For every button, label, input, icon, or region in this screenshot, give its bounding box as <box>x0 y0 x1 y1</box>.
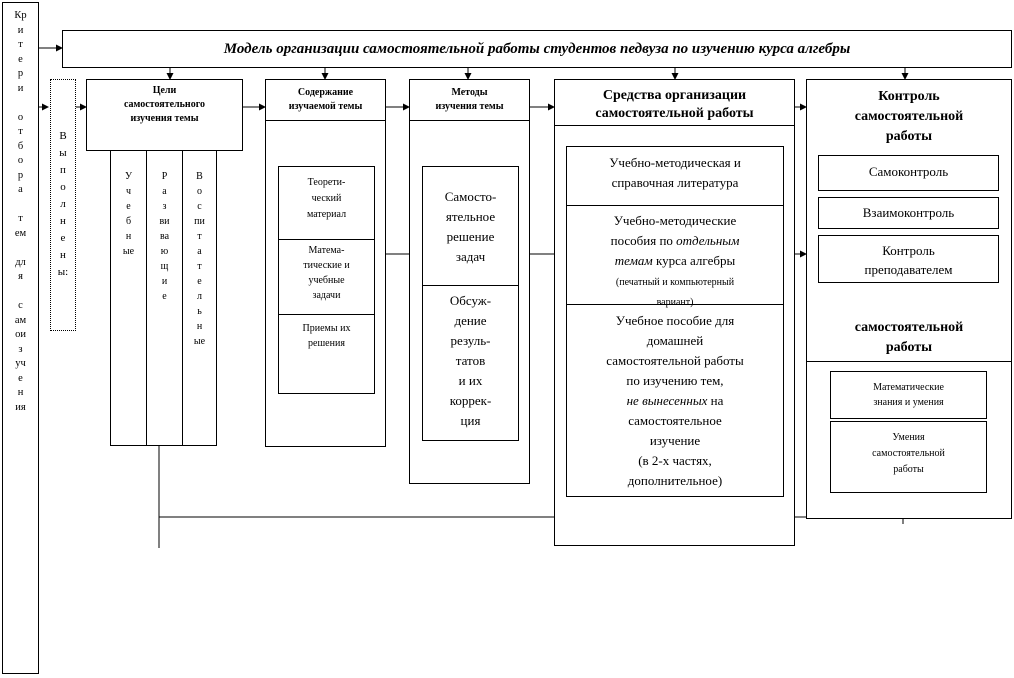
methods-independent-solving: Самосто- ятельное решение задач <box>444 189 497 264</box>
goals-column-educational <box>110 148 147 446</box>
teacher-control-box <box>818 235 999 283</box>
goals-header: Цели самостоятельного изучения темы <box>124 85 205 124</box>
execution-column <box>50 79 76 331</box>
mutual-control-label: Взаимоконтроль <box>862 205 955 220</box>
content-theory: Теорети- ческий материал <box>306 177 347 220</box>
control-header: Контроль самостоятельной работы <box>854 89 964 144</box>
self-control-box <box>818 155 999 191</box>
methods-discussion: Обсуж- дение резуль- татов и их коррек- ция <box>449 293 492 428</box>
results-header: самостоятельной работы <box>854 320 964 355</box>
goals-column-developing <box>146 148 183 446</box>
goals-column-upbringing <box>182 148 217 446</box>
goals-developing-label: Р а з ви ва ю щ и е <box>159 171 170 302</box>
teacher-control-label: Контроль преподавателем <box>864 243 953 277</box>
means-topic-manuals: Учебно-методические пособия по отдельным темам курса алгебры (печатный и компьютерный вариант) <box>610 213 740 308</box>
content-solution-methods: Приемы их решения <box>302 323 351 349</box>
page-title: Модель организации самостоятельной работы студентов педвуза по изучению курса алгебры <box>223 41 851 57</box>
independent-work-skills-box <box>830 421 987 493</box>
methods-header: Методы изучения темы <box>435 87 504 112</box>
goals-header-box <box>86 79 243 151</box>
means-header: Средства организации самостоятельной работы <box>595 88 754 121</box>
means-reference-literature: Учебно-методическая и справочная литература <box>609 155 741 190</box>
content-tasks: Матема- тические и учебные задачи <box>303 245 350 301</box>
content-header: Содержание изучаемой темы <box>288 87 363 112</box>
criteria-label: Кр и т е р и о т б о р а т ем дл я с ам ои з уч е н ия <box>14 10 27 413</box>
means-home-study-textbook: Учебное пособие для домашней самостоятельной работы по изучению тем, не вынесенных на самостоятельное изучение (в 2-х частях, дополнительное) <box>606 313 744 488</box>
title-box <box>62 30 1012 68</box>
execution-label: В ы п о л н е н ы: <box>57 130 69 278</box>
content-inner-box <box>278 166 375 394</box>
mutual-control-box <box>818 197 999 229</box>
math-knowledge-label: Математические знания и умения <box>873 382 944 408</box>
methods-inner-box <box>422 166 519 441</box>
means-inner-box <box>566 146 784 497</box>
criteria-column <box>2 2 39 674</box>
independent-work-skills-label: Умения самостоятельной работы <box>872 432 945 475</box>
self-control-label: Самоконтроль <box>868 164 949 179</box>
math-knowledge-box <box>830 371 987 419</box>
goals-educational-label: У ч е б н ые <box>122 171 135 257</box>
goals-upbringing-label: В о с пи т а т е л ь н ые <box>193 171 206 347</box>
